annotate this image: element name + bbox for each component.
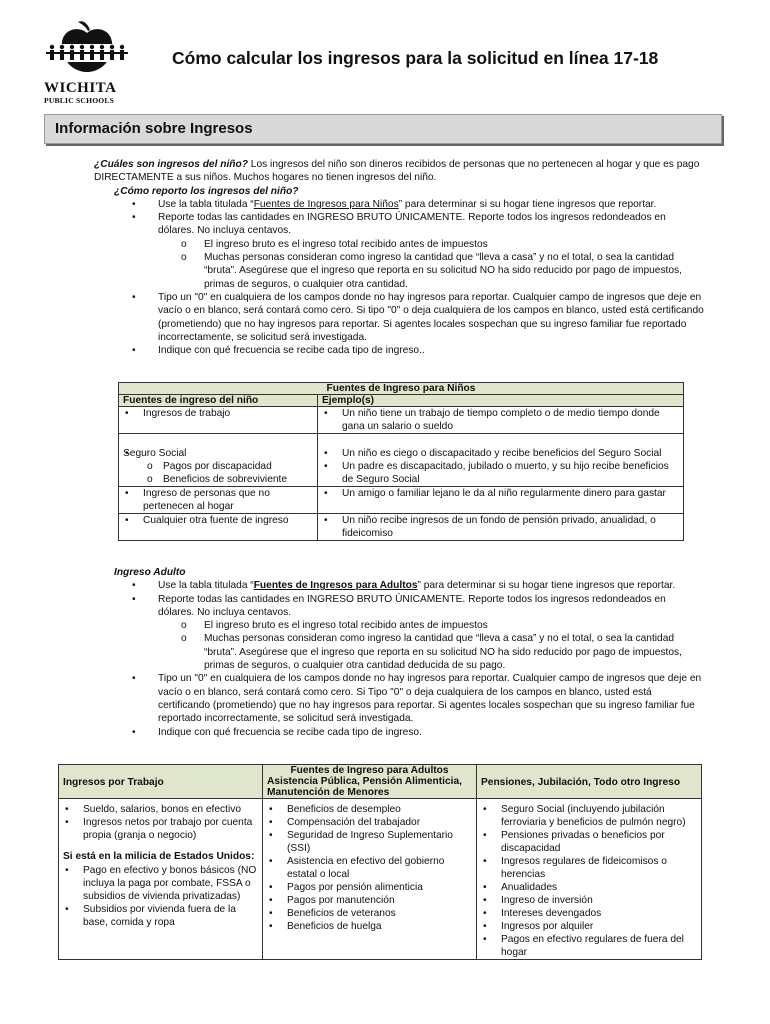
list-item: • Beneficios de desempleo [267,803,472,816]
list-item: • Pagos por pensión alimenticia [267,881,472,894]
list-item: • Beneficios de veteranos [267,907,472,920]
list-item: • Beneficios de huelga [267,920,472,933]
list-item: • Tipo un "0" en cualquiera de los campos donde no hay ingresos para reportar. Cualquier campo de ingresos que deje en vacío o en blanco, será contará como cero. Si tipo "0" o deja cualquiera de los campos en blanco, usted está certificando (prometiendo) que no hay ingresos para reportar. Si agentes locales sospechan que su ingreso familiar fue reportado incorrectamente, se solicitud será investigada. [94,291,704,344]
table-title: Fuentes de Ingreso para Niños [119,383,684,395]
list-item: • Sueldo, salarios, bonos en efectivo [63,803,258,816]
list-item: • Subsidios por vivienda fuera de la base, comida y ropa [63,903,258,929]
list-item: o Muchas personas consideran como ingreso la cantidad que “lleva a casa” y no el total, o sea la cantidad “bruta”. Asegúrese que el ingreso que reporta en su solicitud NO ha sido reducido por pago de impuestos, primas de seguros, o cualquier otra cantidad deducida de su pago. [94,632,704,672]
apple-people-icon [42,20,132,80]
list-item: • Seguro Social (incluyendo jubilación ferroviaria y beneficios de pulmón negro) [481,803,697,829]
children-intro [94,158,704,185]
list-item: • Pensiones privadas o beneficios por discapacidad [481,829,697,855]
list-item: • Indique con qué frecuencia se recibe cada tipo de ingreso. [94,726,704,739]
children-income-info [94,158,704,357]
list-item: • Pagos en efectivo regulares de fuera del hogar [481,933,697,959]
list-item: • Intereses devengados [481,907,697,920]
list-item: • Asistencia en efectivo del gobierno estatal o local [267,855,472,881]
page-title: Cómo calcular los ingresos para la solicitud en línea 17-18 [172,48,659,68]
table-title: Fuentes de Ingreso para Adultos [290,765,449,776]
adult-income-heading: Ingreso Adulto [114,567,186,578]
list-item: • Ingreso de inversión [481,894,697,907]
column-header: Fuentes de Ingreso para Adultos Asistencia Pública, Pensión Alimenticia, Manutención de Menores [263,765,477,799]
column-header: Fuentes de ingreso del niño [119,395,318,407]
list-item: • Indique con qué frecuencia se recibe cada tipo de ingreso.. [94,344,704,357]
table-row: • Cualquier otra fuente de ingreso • Un niño recibe ingresos de un fondo de pensión privado, anualidad, o fideicomiso [119,514,684,541]
child-income-definition: Los ingresos del niño son dineros recibidos de personas que no pertenecen al hogar y que es pago DIRECTAMENTE a sus niños. Muchos hogares no tienen ingresos del niño. [94,159,700,184]
children-table-link: Fuentes de Ingresos para Niños [253,198,399,210]
list-item: • Pagos por manutención [267,894,472,907]
list-item: o Muchas personas consideran como ingreso la cantidad que “lleva a casa” y no el total, o sea la cantidad “bruta”. Asegúrese que el ingreso que reporta en su solicitud NO ha sido reducido por pago de impuestos, primas de seguros, o cualquier otra cantidad. [94,251,704,291]
table-row [59,799,702,960]
adult-income-table [58,764,702,960]
column-header: Ingresos por Trabajo [59,765,263,799]
district-logo [42,20,132,106]
children-income-table [118,382,684,541]
list-item: • Reporte todas las cantidades en INGRESO BRUTO ÚNICAMENTE. Reporte todos los ingresos redondeados en dólares. No incluya centavos. [94,593,704,620]
list-item: • Seguridad de Ingreso Suplementario (SSI) [267,829,472,855]
logo-subtitle: PUBLIC SCHOOLS [44,96,115,105]
question-report-child-income: ¿Cómo reporto los ingresos del niño? [114,185,299,197]
list-item: o El ingreso bruto es el ingreso total recibido antes de impuestos [94,619,704,632]
list-item: • Ingresos regulares de fideicomisos o herencias [481,855,697,881]
list-item: • Compensación del trabajador [267,816,472,829]
column-header: Pensiones, Jubilación, Todo otro Ingreso [477,765,702,799]
adult-income-info [94,566,704,739]
adult-table-link: Fuentes de Ingresos para Adultos [253,580,418,592]
list-item: • Tipo un "0" en cualquiera de los campos donde no hay ingresos para reportar. Cualquier campo de ingresos que deje en vacío o en blanco, será contará como cero. Si Tipo "0" o deja cualquiera de los campos en blanco, usted está certificando (prometiendo) que no hay ingresos para reportar. Si agentes locales sospechan que su ingreso familiar fue reportado incorrectamente, se solicitud será investigada. [94,672,704,725]
list-item: • Reporte todas las cantidades en INGRESO BRUTO ÚNICAMENTE. Reporte todos los ingresos redondeados en dólares. No incluya centavos. [94,211,704,238]
list-item: • Anualidades [481,881,697,894]
section-header: Información sobre Ingresos [44,114,722,144]
list-item: o El ingreso bruto es el ingreso total recibido antes de impuestos [94,238,704,251]
list-item: • Use la tabla titulada “Fuentes de Ingresos para Adultos” para determinar si su hogar tiene ingresos que reportar. [94,579,704,592]
question-child-income: ¿Cuáles son ingresos del niño? [94,159,248,170]
list-item: • Use la tabla titulada “Fuentes de Ingresos para Niños” para determinar si su hogar tiene ingresos que reportar. [94,198,704,211]
column-header: Ejemplo(s) [318,395,684,407]
military-subheading: Si está en la milicia de Estados Unidos: [63,851,255,862]
list-item: • Ingresos netos por trabajo por cuenta propia (granja o negocio) [63,816,258,842]
list-item: • Ingresos por alquiler [481,920,697,933]
table-row: • Ingresos de trabajo • Un niño tiene un trabajo de tiempo completo o de medio tiempo donde gana un salario o sueldo [119,407,684,434]
table-row: • Seguro Social o Pagos por discapacidad o Beneficios de sobreviviente • Un niño es ciego o discapacitado y recibe beneficios del Seguro Social • Un padre es discapacitado, jubilado o muerto, y su hijo recibe beneficios de Seguro Social [119,434,684,487]
table-row: • Ingreso de personas que no pertenecen al hogar • Un amigo o familiar lejano le da al niño regularmente dinero para gastar [119,487,684,514]
list-item: • Pago en efectivo y bonos básicos (NO incluya la paga por combate, FSSA o subsidios de vivienda privatizadas) [63,864,258,903]
logo-wordmark: WICHITA [44,80,117,96]
